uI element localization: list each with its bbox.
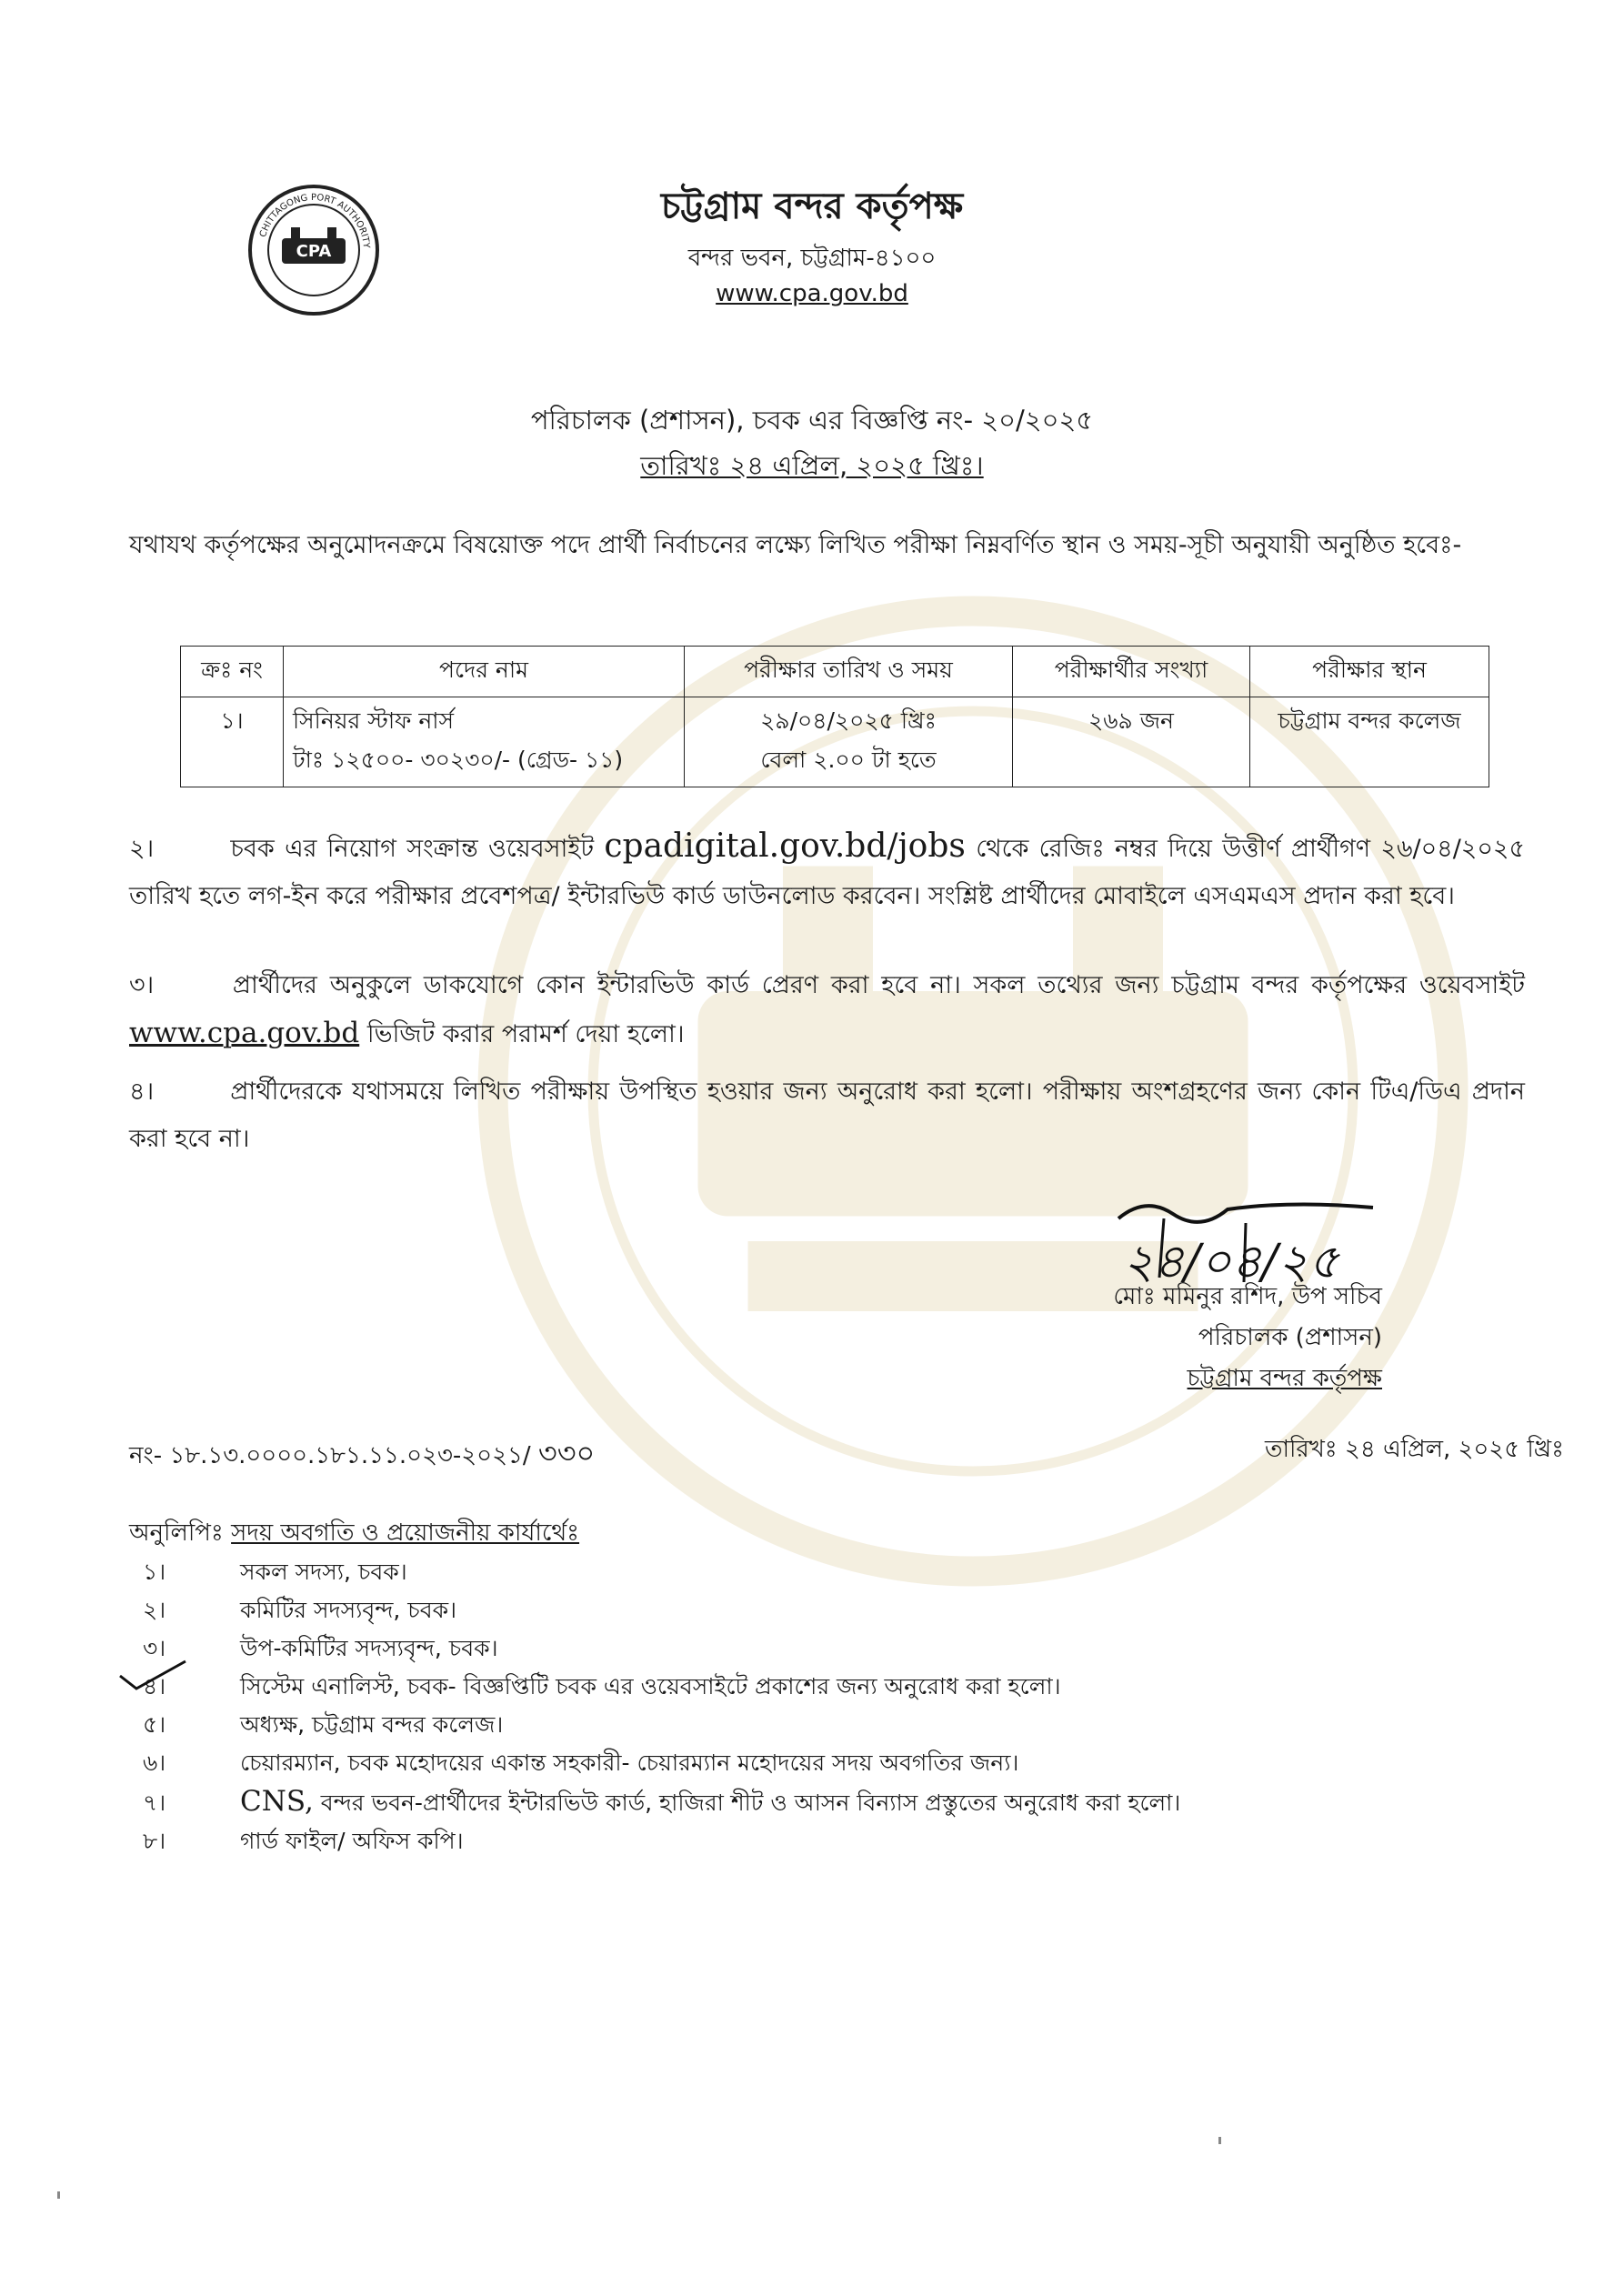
organization-name: চট্টগ্রাম বন্দর কর্তৃপক্ষ [660,185,964,227]
list-item-text: চেয়ারম্যান, চবক মহোদয়ের একান্ত সহকারী- চেয়ারম্যান মহোদয়ের সদয় অবগতির জন্য। [240,1750,1019,1776]
paragraph-number: ৩। [129,971,155,999]
list-item [129,1668,1180,1706]
list-item [129,1782,1180,1822]
handwritten-check-icon [116,1658,189,1694]
signatory-organization: চট্টগ্রাম বন্দর কর্তৃপক্ষ [1187,1365,1382,1392]
list-item [129,1629,1180,1668]
post-name: সিনিয়র স্টাফ নার্স [293,707,455,734]
list-item-number: ৩। [143,1635,166,1661]
list-item-number: ৮। [143,1828,166,1854]
notice-date: তারিখঃ ২৪ এপ্রিল, ২০২৫ খ্রিঃ। [640,450,984,481]
logo-ring-text: CHITTAGONG PORT AUTHORITY [258,193,372,249]
list-item [129,1822,1180,1860]
column-header-candidates: পরীক্ষার্থীর সংখ্যা [1013,647,1250,697]
cell-post [284,697,685,787]
copy-to-list [129,1553,1180,1860]
handwritten-reference-suffix: ৩৩০ [537,1436,596,1470]
list-item [129,1744,1180,1782]
exam-schedule-table [180,646,1489,787]
list-item-lead: CNS, [240,1785,314,1818]
list-item-number: ২। [143,1597,166,1623]
organization-website-link[interactable]: www.cpa.gov.bd [716,280,908,307]
svg-text:CPA: CPA [296,242,332,261]
cell-serial: ১। [181,697,284,787]
table-row [181,697,1489,787]
handwritten-signature [1109,1191,1382,1291]
column-header-post: পদের নাম [284,647,685,697]
paragraph-2 [129,823,1525,920]
copy-to-label: অনুলিপিঃ [129,1519,224,1547]
scan-mark [57,2191,60,2199]
cell-venue: চট্টগ্রাম বন্দর কলেজ [1250,697,1489,787]
column-header-date-time: পরীক্ষার তারিখ ও সময় [685,647,1013,697]
paragraph-3 [129,962,1525,1058]
reference-date: তারিখঃ ২৪ এপ্রিল, ২০২৫ খ্রিঃ [1264,1436,1564,1463]
paragraph-text: প্রার্থীদেরকে যথাসময়ে লিখিত পরীক্ষায় উপস্থিত হওয়ার জন্য অনুরোধ করা হলো। পরীক্ষায় অংশগ্রহণের জন্য কোন টিএ/ডিএ প্রদান করা হবে না। [129,1078,1525,1153]
exam-date: ২৯/০৪/২০২৫ খ্রিঃ [760,707,937,734]
list-item-text: সিস্টেম এনালিস্ট, চবক- বিজ্ঞপ্তিটি চবক এর ওয়েবসাইটে প্রকাশের জন্য অনুরোধ করা হলো। [240,1673,1061,1699]
column-header-venue: পরীক্ষার স্থান [1250,647,1489,697]
post-pay-scale: টাঃ ১২৫০০- ৩০২৩০/- (গ্রেড- ১১) [293,747,624,773]
list-item-text: বন্দর ভবন-প্রার্থীদের ইন্টারভিউ কার্ড, হাজিরা শীট ও আসন বিন্যাস প্রস্তুতের অনুরোধ করা হলো। [320,1790,1181,1816]
organization-address: বন্দর ভবন, চট্টগ্রাম-৪১০০ [687,245,937,272]
list-item-text: অধ্যক্ষ, চট্টগ্রাম বন্দর কলেজ। [240,1711,504,1738]
exam-time: বেলা ২.০০ টা হতে [760,747,937,773]
table-header-row [181,647,1489,697]
paragraph-text: চবক এর নিয়োগ সংক্রান্ত ওয়েবসাইট [230,835,595,863]
cell-date-time [685,697,1013,787]
list-item [129,1706,1180,1744]
list-item-number: ১। [143,1559,166,1585]
signature-date: ২৪/০৪/২৫ [1123,1235,1339,1289]
list-item-number: ৭। [143,1790,166,1816]
copy-to-purpose: সদয় অবগতি ও প্রয়োজনীয় কার্যার্থেঃ [231,1519,580,1547]
list-item [129,1591,1180,1629]
cpa-website-link[interactable]: www.cpa.gov.bd [129,1017,360,1049]
list-item-number: ৪। [143,1673,166,1699]
paragraph-text: থেকে রেজিঃ নম্বর দিয়ে উত্তীর্ণ প্রার্থীগণ ২৬/০৪/২০২৫ তারিখ হতে লগ-ইন করে পরীক্ষার প্রবেশপত্র/ ইন্টারভিউ কার্ড ডাউনলোড করবেন। সংশ্লিষ্ট প্রার্থীদের মোবাইলে এসএমএস প্রদান করা হবে। [129,835,1525,910]
list-item-text: উপ-কমিটির সদস্যবৃন্দ, চবক। [240,1635,498,1661]
paragraph-number: ৪। [129,1078,155,1106]
signatory-name: মোঃ মমিনুর রশিদ, উপ সচিব [1113,1283,1382,1310]
paragraph-number: ২। [129,835,155,863]
jobs-website-link[interactable]: cpadigital.gov.bd/jobs [604,827,966,865]
column-header-serial: ক্রঃ নং [181,647,284,697]
paragraph-4 [129,1068,1525,1163]
scan-mark [1218,2137,1221,2144]
reference-number [129,1430,595,1479]
paragraph-text: প্রার্থীদের অনুকুলে ডাকযোগে কোন ইন্টারভিউ কার্ড প্রেরণ করা হবে না। সকল তথ্যের জন্য চট্টগ্রাম বন্দর কর্তৃপক্ষের ওয়েবসাইট [232,971,1525,999]
list-item-number: ৫। [143,1711,166,1738]
list-item-text: সকল সদস্য, চবক। [240,1559,407,1585]
notice-title: পরিচালক (প্রশাসন), চবক এর বিজ্ঞপ্তি নং- ২০/২০২৫ [530,405,1094,436]
reference-number-text: নং- ১৮.১৩.০০০০.১৮১.১১.০২৩-২০২১/ [129,1442,531,1469]
list-item-text: গার্ড ফাইল/ অফিস কপি। [240,1828,464,1854]
cell-candidates: ২৬৯ জন [1013,697,1250,787]
copy-to-heading [129,1514,579,1554]
paragraph-text: ভিজিট করার পরামর্শ দেয়া হলো। [366,1020,685,1048]
list-item [129,1553,1180,1591]
list-item-text: কমিটির সদস্যবৃন্দ, চবক। [240,1597,457,1623]
intro-paragraph: যথাযথ কর্তৃপক্ষের অনুমোদনক্রমে বিষয়োক্ত পদে প্রার্থী নির্বাচনের লক্ষ্যে লিখিত পরীক্ষা নিম্নবর্ণিত স্থান ও সময়-সূচী অনুযায়ী অনুষ্ঠিত হবেঃ- [129,531,1462,559]
list-item-number: ৬। [143,1750,166,1776]
signatory-designation: পরিচালক (প্রশাসন) [1198,1324,1382,1351]
